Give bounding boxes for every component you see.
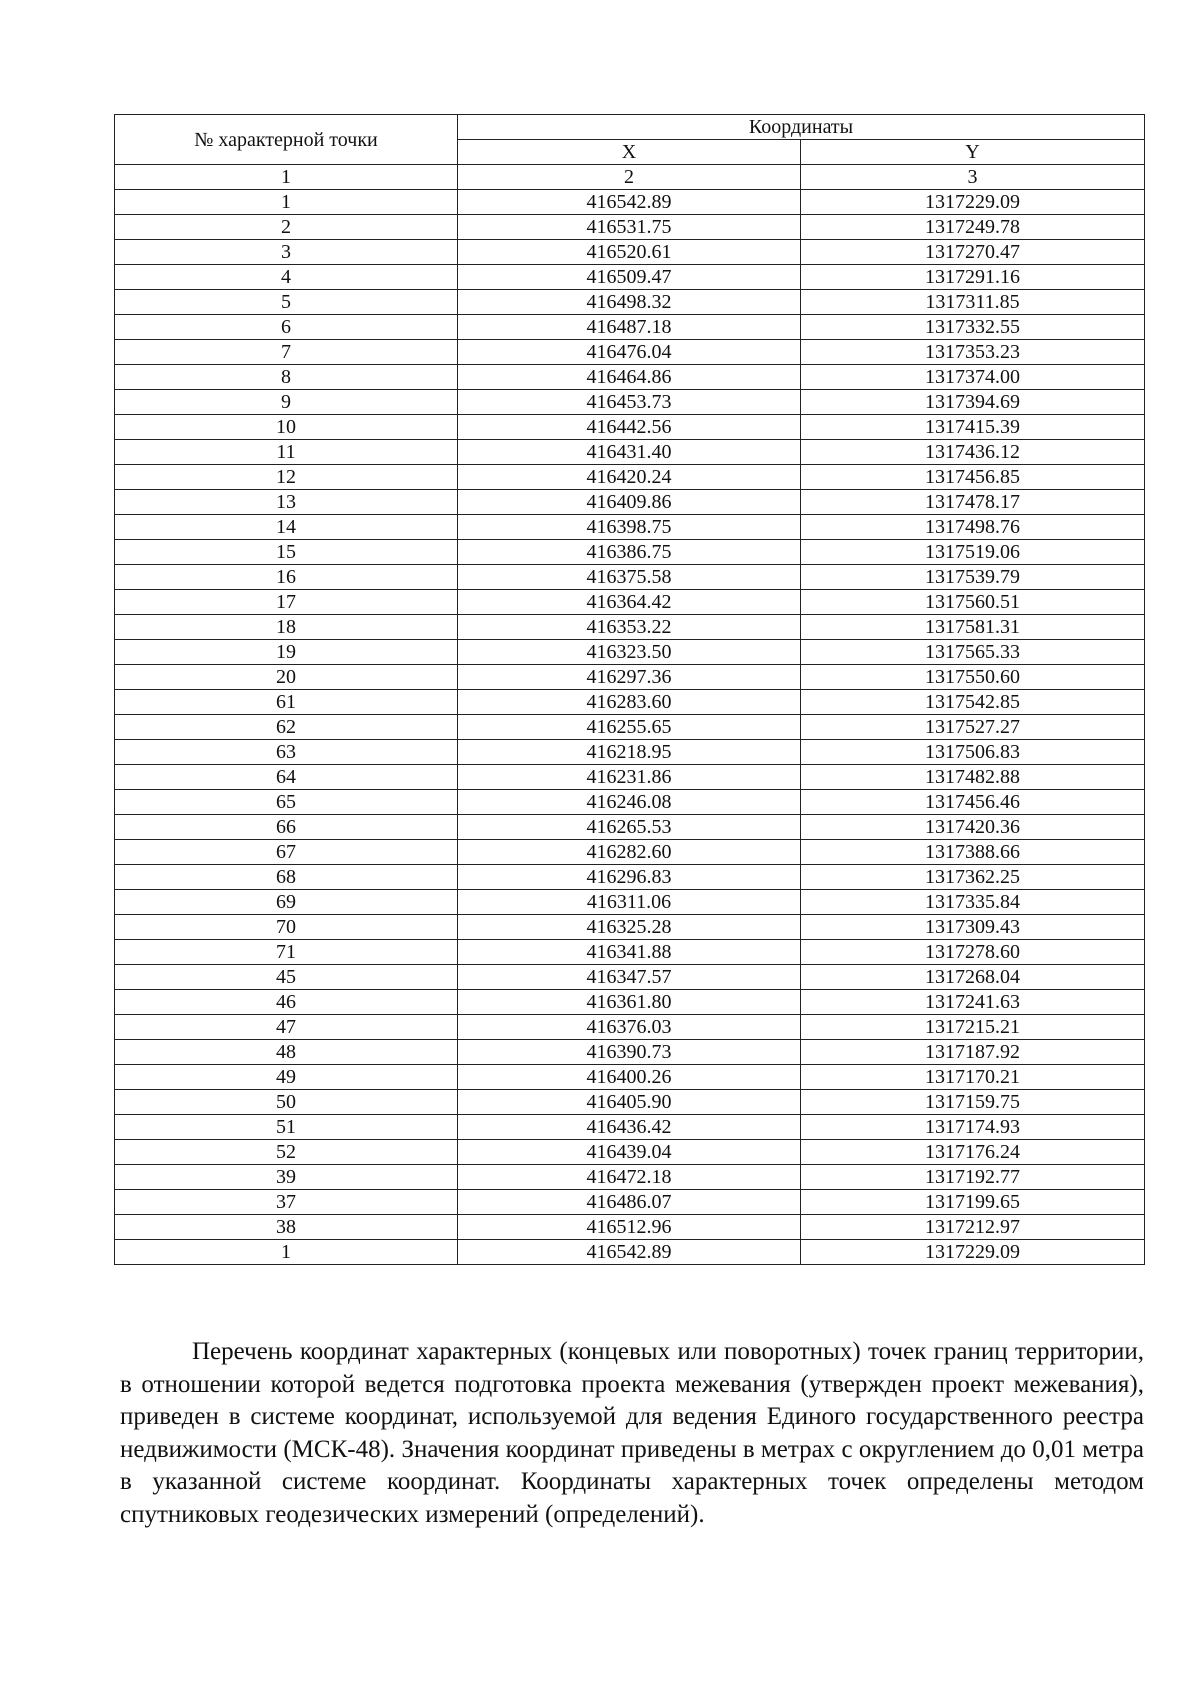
x-coordinate-cell: 416512.96 — [458, 1215, 801, 1240]
x-coordinate-cell: 416218.95 — [458, 740, 801, 765]
point-number-cell: 67 — [115, 840, 458, 865]
table-row — [115, 290, 1145, 315]
point-number-cell: 51 — [115, 1115, 458, 1140]
table-row — [115, 765, 1145, 790]
point-number-cell: 63 — [115, 740, 458, 765]
description-paragraph: Перечень координат характерных (концевых или поворотных) точек границ территории, в отношении которой ведется подготовка проекта межевания (утвержден проект межевания), приведен в системе координат, используемой для ведения Единого государственного реестра недвижимости (МСК-48). Значения координат приведены в метрах с округлением до 0,01 метра в указанной системе координат. Координаты характерных точек определены методом спутниковых геодезических измерений (определений). — [120, 1338, 1144, 1528]
y-coordinate-cell: 1317174.93 — [801, 1115, 1145, 1140]
table-row — [115, 440, 1145, 465]
y-coordinate-cell: 1317229.09 — [801, 1240, 1145, 1265]
x-coordinate-cell: 416420.24 — [458, 465, 801, 490]
y-coordinate-cell: 1317394.69 — [801, 390, 1145, 415]
y-coordinate-cell: 1317478.17 — [801, 490, 1145, 515]
table-row — [115, 465, 1145, 490]
column-number-3: 3 — [801, 165, 1145, 190]
x-coordinate-cell: 416464.86 — [458, 365, 801, 390]
x-coordinate-cell: 416376.03 — [458, 1015, 801, 1040]
point-number-cell: 13 — [115, 490, 458, 515]
y-coordinate-cell: 1317498.76 — [801, 515, 1145, 540]
y-coordinate-cell: 1317542.85 — [801, 690, 1145, 715]
x-coordinate-cell: 416386.75 — [458, 540, 801, 565]
point-number-cell: 37 — [115, 1190, 458, 1215]
table-row — [115, 340, 1145, 365]
y-coordinate-cell: 1317560.51 — [801, 590, 1145, 615]
x-coordinate-cell: 416442.56 — [458, 415, 801, 440]
y-coordinate-cell: 1317388.66 — [801, 840, 1145, 865]
x-coordinate-cell: 416439.04 — [458, 1140, 801, 1165]
table-row — [115, 365, 1145, 390]
point-number-cell: 52 — [115, 1140, 458, 1165]
x-coordinate-cell: 416509.47 — [458, 265, 801, 290]
y-coordinate-cell: 1317270.47 — [801, 240, 1145, 265]
coordinates-table — [114, 114, 1145, 1265]
point-number-cell: 8 — [115, 365, 458, 390]
point-number-cell: 18 — [115, 615, 458, 640]
point-number-cell: 10 — [115, 415, 458, 440]
table-row — [115, 215, 1145, 240]
table-row — [115, 990, 1145, 1015]
table-row — [115, 915, 1145, 940]
x-coordinate-cell: 416283.60 — [458, 690, 801, 715]
table-row — [115, 1215, 1145, 1240]
y-coordinate-cell: 1317176.24 — [801, 1140, 1145, 1165]
x-coordinate-cell: 416542.89 — [458, 1240, 801, 1265]
point-number-cell: 46 — [115, 990, 458, 1015]
y-coordinate-cell: 1317456.85 — [801, 465, 1145, 490]
table-row — [115, 190, 1145, 215]
table-row — [115, 965, 1145, 990]
y-coordinate-cell: 1317482.88 — [801, 765, 1145, 790]
y-coordinate-cell: 1317215.21 — [801, 1015, 1145, 1040]
table-row — [115, 665, 1145, 690]
x-coordinate-cell: 416325.28 — [458, 915, 801, 940]
point-number-cell: 17 — [115, 590, 458, 615]
y-coordinate-cell: 1317192.77 — [801, 1165, 1145, 1190]
x-coordinate-cell: 416246.08 — [458, 790, 801, 815]
column-number-row — [115, 165, 1145, 190]
table-body — [115, 190, 1145, 1265]
y-coordinate-cell: 1317374.00 — [801, 365, 1145, 390]
x-coordinate-cell: 416498.32 — [458, 290, 801, 315]
point-number-cell: 2 — [115, 215, 458, 240]
x-coordinate-cell: 416520.61 — [458, 240, 801, 265]
table-row — [115, 890, 1145, 915]
table-row — [115, 1015, 1145, 1040]
y-coordinate-cell: 1317170.21 — [801, 1065, 1145, 1090]
y-coordinate-cell: 1317565.33 — [801, 640, 1145, 665]
table-header — [115, 115, 1145, 190]
point-number-cell: 7 — [115, 340, 458, 365]
table-row — [115, 565, 1145, 590]
point-number-cell: 69 — [115, 890, 458, 915]
table-row — [115, 240, 1145, 265]
y-coordinate-cell: 1317229.09 — [801, 190, 1145, 215]
y-coordinate-cell: 1317550.60 — [801, 665, 1145, 690]
point-number-cell: 20 — [115, 665, 458, 690]
x-header: X — [458, 140, 801, 165]
table-row — [115, 1065, 1145, 1090]
point-number-cell: 3 — [115, 240, 458, 265]
x-coordinate-cell: 416405.90 — [458, 1090, 801, 1115]
x-coordinate-cell: 416472.18 — [458, 1165, 801, 1190]
y-coordinate-cell: 1317199.65 — [801, 1190, 1145, 1215]
y-coordinate-cell: 1317309.43 — [801, 915, 1145, 940]
x-coordinate-cell: 416265.53 — [458, 815, 801, 840]
y-coordinate-cell: 1317332.55 — [801, 315, 1145, 340]
x-coordinate-cell: 416282.60 — [458, 840, 801, 865]
y-coordinate-cell: 1317362.25 — [801, 865, 1145, 890]
point-number-cell: 4 — [115, 265, 458, 290]
point-number-cell: 12 — [115, 465, 458, 490]
y-coordinate-cell: 1317420.36 — [801, 815, 1145, 840]
y-coordinate-cell: 1317311.85 — [801, 290, 1145, 315]
y-coordinate-cell: 1317335.84 — [801, 890, 1145, 915]
x-coordinate-cell: 416390.73 — [458, 1040, 801, 1065]
point-number-cell: 14 — [115, 515, 458, 540]
point-number-cell: 45 — [115, 965, 458, 990]
point-number-cell: 70 — [115, 915, 458, 940]
x-coordinate-cell: 416436.42 — [458, 1115, 801, 1140]
point-number-header: № характерной точки — [115, 115, 458, 165]
point-number-cell: 65 — [115, 790, 458, 815]
table-row — [115, 715, 1145, 740]
y-coordinate-cell: 1317456.46 — [801, 790, 1145, 815]
point-number-cell: 66 — [115, 815, 458, 840]
x-coordinate-cell: 416231.86 — [458, 765, 801, 790]
table-row — [115, 815, 1145, 840]
y-coordinate-cell: 1317506.83 — [801, 740, 1145, 765]
table-row — [115, 315, 1145, 340]
point-number-cell: 9 — [115, 390, 458, 415]
y-coordinate-cell: 1317291.16 — [801, 265, 1145, 290]
x-coordinate-cell: 416476.04 — [458, 340, 801, 365]
x-coordinate-cell: 416364.42 — [458, 590, 801, 615]
table-row — [115, 415, 1145, 440]
table-row — [115, 865, 1145, 890]
x-coordinate-cell: 416311.06 — [458, 890, 801, 915]
y-coordinate-cell: 1317249.78 — [801, 215, 1145, 240]
x-coordinate-cell: 416255.65 — [458, 715, 801, 740]
x-coordinate-cell: 416486.07 — [458, 1190, 801, 1215]
table-row — [115, 790, 1145, 815]
x-coordinate-cell: 416323.50 — [458, 640, 801, 665]
point-number-cell: 39 — [115, 1165, 458, 1190]
table-row — [115, 615, 1145, 640]
x-coordinate-cell: 416400.26 — [458, 1065, 801, 1090]
point-number-cell: 1 — [115, 1240, 458, 1265]
point-number-cell: 1 — [115, 190, 458, 215]
x-coordinate-cell: 416353.22 — [458, 615, 801, 640]
x-coordinate-cell: 416431.40 — [458, 440, 801, 465]
point-number-cell: 62 — [115, 715, 458, 740]
table-row — [115, 590, 1145, 615]
x-coordinate-cell: 416361.80 — [458, 990, 801, 1015]
x-coordinate-cell: 416347.57 — [458, 965, 801, 990]
y-coordinate-cell: 1317581.31 — [801, 615, 1145, 640]
point-number-cell: 68 — [115, 865, 458, 890]
table-row — [115, 540, 1145, 565]
table-row — [115, 1165, 1145, 1190]
point-number-cell: 64 — [115, 765, 458, 790]
table-row — [115, 840, 1145, 865]
table-row — [115, 940, 1145, 965]
point-number-cell: 48 — [115, 1040, 458, 1065]
x-coordinate-cell: 416542.89 — [458, 190, 801, 215]
y-coordinate-cell: 1317353.23 — [801, 340, 1145, 365]
point-number-cell: 50 — [115, 1090, 458, 1115]
table-row — [115, 490, 1145, 515]
y-coordinate-cell: 1317268.04 — [801, 965, 1145, 990]
point-number-cell: 61 — [115, 690, 458, 715]
table-row — [115, 1090, 1145, 1115]
x-coordinate-cell: 416398.75 — [458, 515, 801, 540]
y-coordinate-cell: 1317159.75 — [801, 1090, 1145, 1115]
x-coordinate-cell: 416453.73 — [458, 390, 801, 415]
table-row — [115, 390, 1145, 415]
y-coordinate-cell: 1317241.63 — [801, 990, 1145, 1015]
y-coordinate-cell: 1317415.39 — [801, 415, 1145, 440]
y-coordinate-cell: 1317436.12 — [801, 440, 1145, 465]
point-number-cell: 16 — [115, 565, 458, 590]
table-row — [115, 1190, 1145, 1215]
point-number-cell: 15 — [115, 540, 458, 565]
point-number-cell: 6 — [115, 315, 458, 340]
y-header: Y — [801, 140, 1145, 165]
y-coordinate-cell: 1317212.97 — [801, 1215, 1145, 1240]
column-number-1: 1 — [115, 165, 458, 190]
x-coordinate-cell: 416375.58 — [458, 565, 801, 590]
table-row — [115, 1115, 1145, 1140]
y-coordinate-cell: 1317519.06 — [801, 540, 1145, 565]
point-number-cell: 49 — [115, 1065, 458, 1090]
point-number-cell: 19 — [115, 640, 458, 665]
x-coordinate-cell: 416487.18 — [458, 315, 801, 340]
x-coordinate-cell: 416409.86 — [458, 490, 801, 515]
table-row — [115, 690, 1145, 715]
table-row — [115, 265, 1145, 290]
y-coordinate-cell: 1317539.79 — [801, 565, 1145, 590]
x-coordinate-cell: 416341.88 — [458, 940, 801, 965]
point-number-cell: 5 — [115, 290, 458, 315]
point-number-cell: 71 — [115, 940, 458, 965]
y-coordinate-cell: 1317278.60 — [801, 940, 1145, 965]
x-coordinate-cell: 416296.83 — [458, 865, 801, 890]
point-number-cell: 38 — [115, 1215, 458, 1240]
x-coordinate-cell: 416297.36 — [458, 665, 801, 690]
point-number-cell: 47 — [115, 1015, 458, 1040]
table-row — [115, 1040, 1145, 1065]
y-coordinate-cell: 1317527.27 — [801, 715, 1145, 740]
y-coordinate-cell: 1317187.92 — [801, 1040, 1145, 1065]
point-number-cell: 11 — [115, 440, 458, 465]
x-coordinate-cell: 416531.75 — [458, 215, 801, 240]
column-number-2: 2 — [458, 165, 801, 190]
table-row — [115, 640, 1145, 665]
table-row — [115, 515, 1145, 540]
table-row — [115, 1240, 1145, 1265]
coordinates-header: Координаты — [458, 115, 1145, 140]
table-row — [115, 740, 1145, 765]
table-row — [115, 1140, 1145, 1165]
